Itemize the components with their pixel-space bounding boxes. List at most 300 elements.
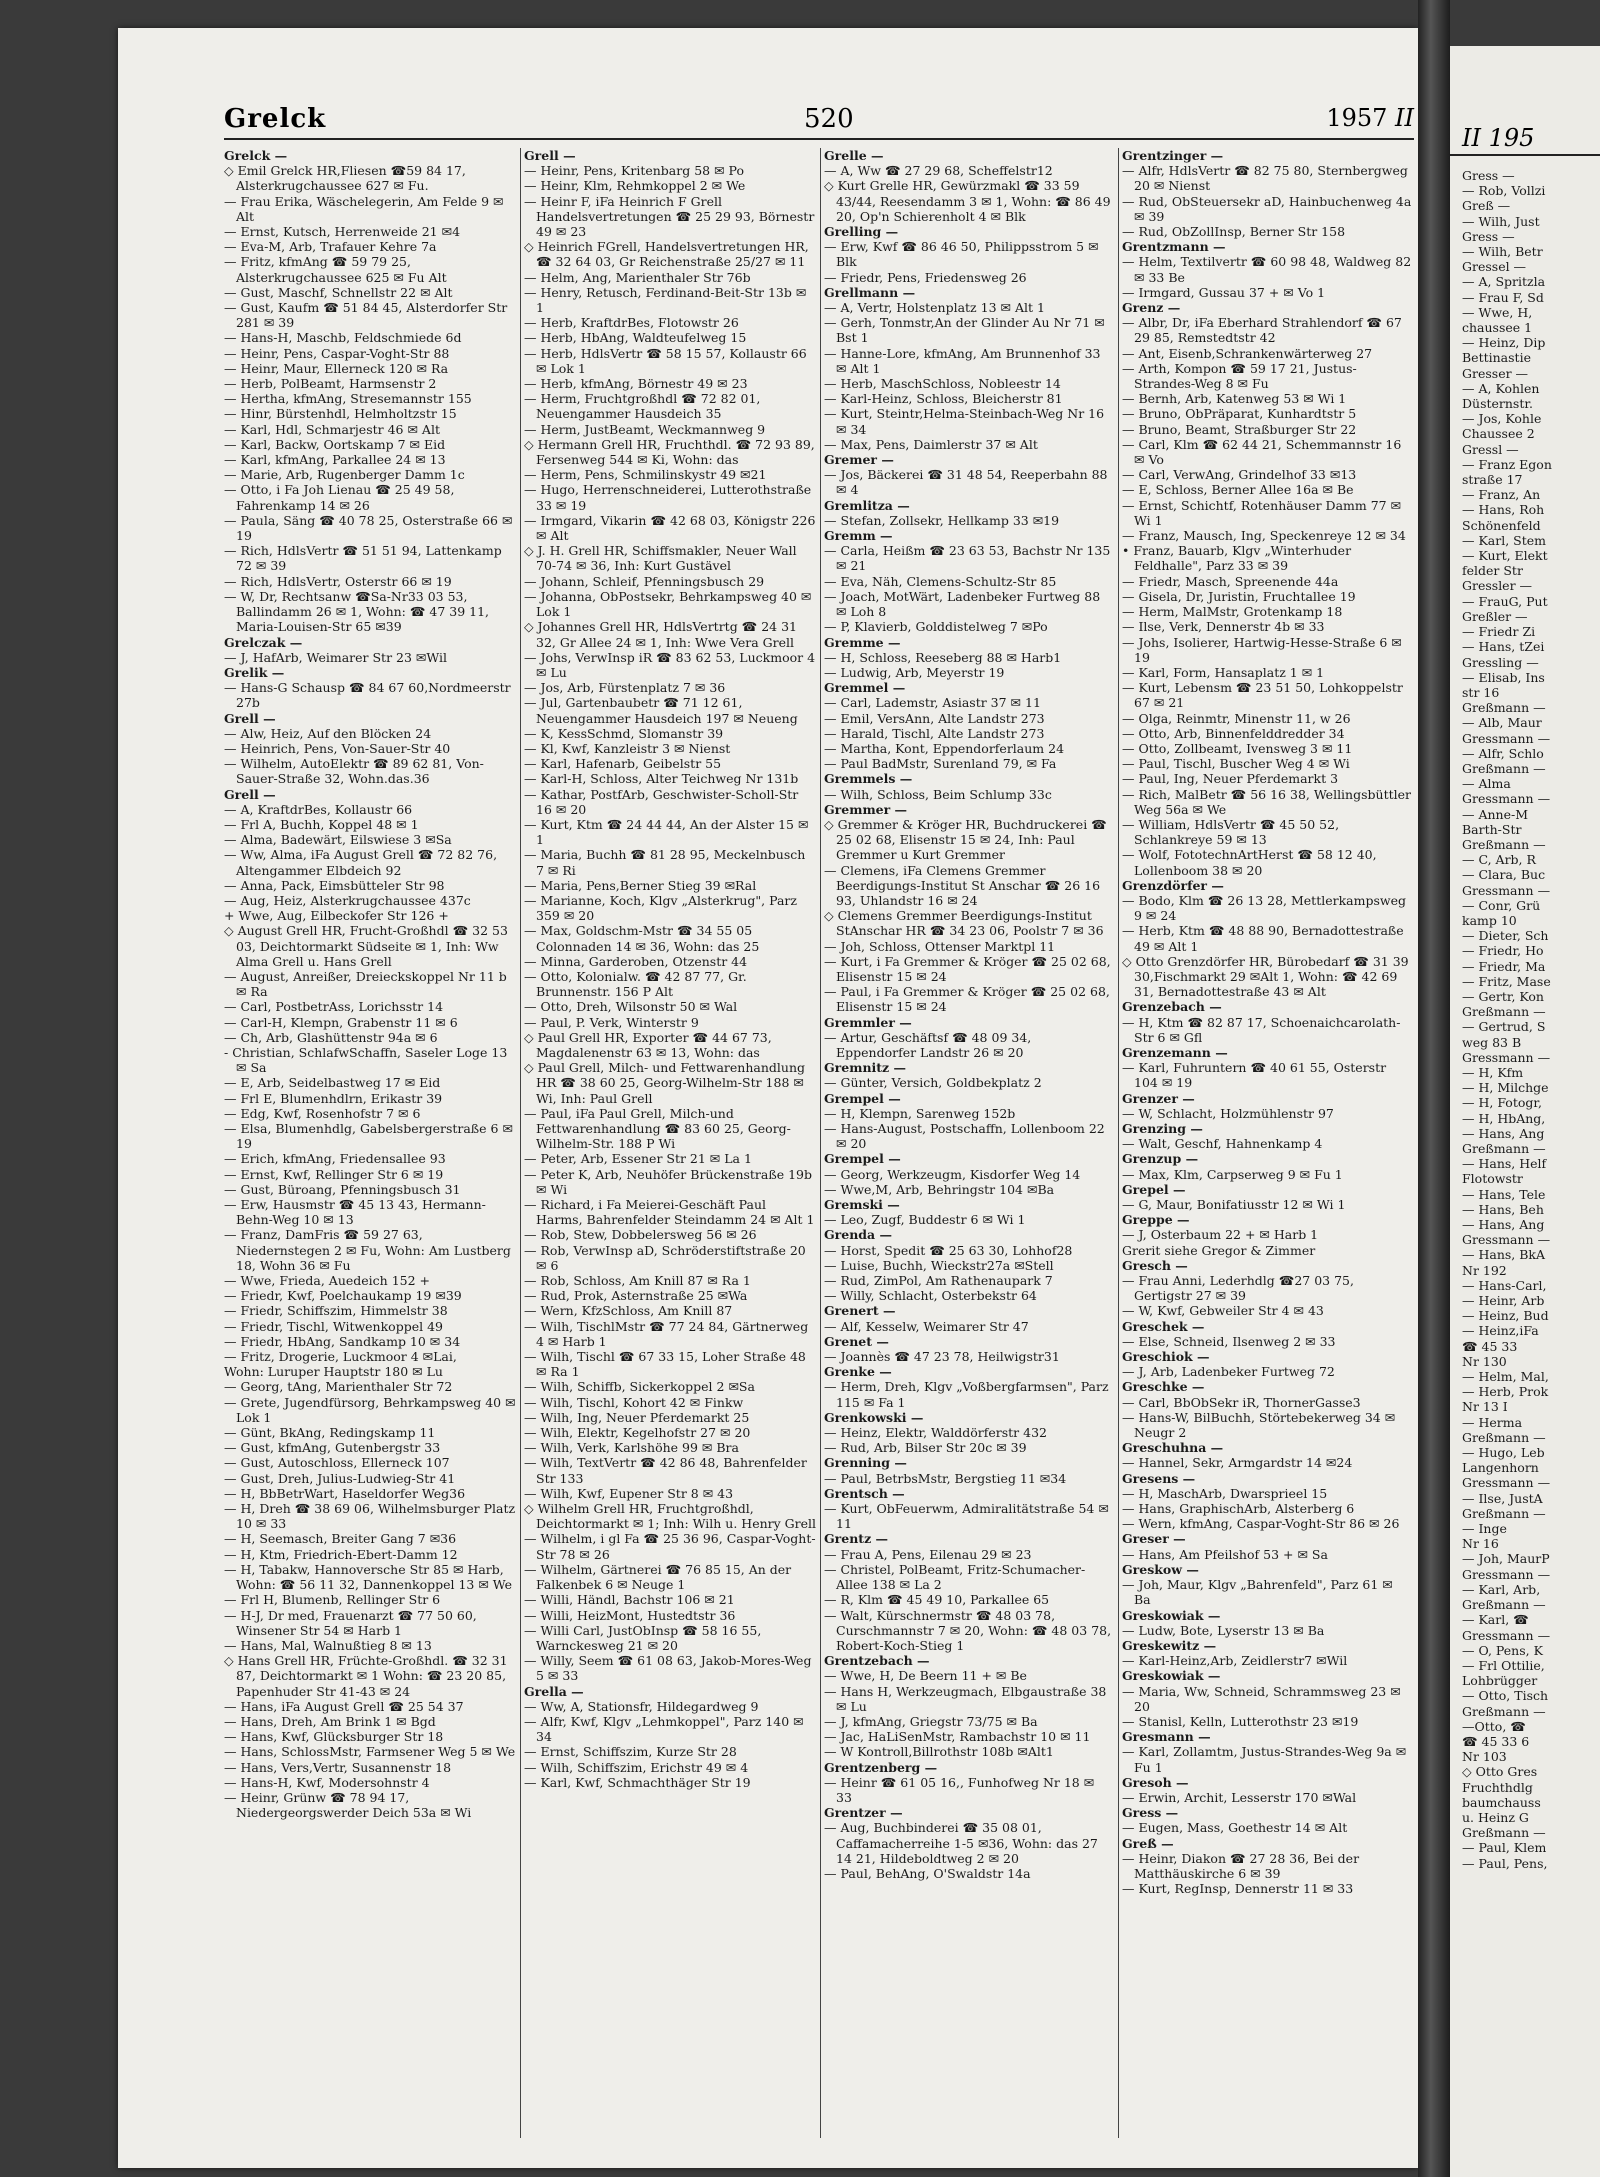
directory-entry: — Gust, Kaufm ☎ 51 84 45, Alsterdorfer Str 281 ✉ 39 bbox=[224, 300, 508, 331]
directory-entry: — Heinr F, iFa Heinrich F Grell Handelsvertretungen ☎ 25 29 93, Börnestr 49 ✉ 23 bbox=[524, 193, 815, 240]
directory-entry: - Christian, SchlafwSchaffn, Saseler Loge 13 ✉ Sa bbox=[224, 1044, 508, 1076]
directory-entry: ◇ Otto Grenzdörfer HR, Bürobedarf ☎ 31 39 30,Fischmarkt 29 ✉Alt 1, Wohn: ☎ 42 69 31, Bernadottestraße 43 ✉ Alt bbox=[1122, 953, 1409, 1000]
surname-heading: Grenz — bbox=[1122, 300, 1181, 316]
directory-entry: — Joannès ☎ 47 23 78, Heilwigstr31 bbox=[824, 1349, 1060, 1365]
right-page-line: — FrauG, Put bbox=[1462, 593, 1548, 609]
directory-entry: — Hans-G Schausp ☎ 84 67 60,Nordmeerstr 27b bbox=[224, 680, 511, 711]
right-page-line: — A, Spritzla bbox=[1462, 274, 1546, 290]
directory-entry: — Ant, Eisenb,Schrankenwärterweg 27 bbox=[1122, 345, 1373, 361]
directory-entry: — Wilh, Tischl, Kohort 42 ✉ Finkw bbox=[524, 1394, 744, 1410]
directory-entry: — Rud, ZimPol, Am Rathenaupark 7 bbox=[824, 1273, 1053, 1289]
directory-entry: — Carl-H, Klempn, Grabenstr 11 ✉ 6 bbox=[224, 1014, 458, 1030]
right-page-line: — Franz Egon bbox=[1462, 456, 1552, 472]
right-page-line: Nr 103 bbox=[1462, 1749, 1507, 1765]
directory-entry: ◇ Heinrich FGrell, Handelsvertretungen HR, ☎ 32 64 03, Gr Reichenstraße 25/27 ✉ 11 bbox=[524, 239, 809, 270]
right-page-line: str 16 bbox=[1462, 684, 1500, 700]
right-page-line: — Joh, MaurP bbox=[1462, 1551, 1550, 1567]
right-page-line: — Kurt, Elekt bbox=[1462, 548, 1548, 564]
directory-entry: — H, Klempn, Sarenweg 152b bbox=[824, 1105, 1016, 1121]
directory-entry: — Peter K, Arb, Neuhöfer Brückenstraße 19b ✉ Wi bbox=[524, 1166, 812, 1197]
right-page-line: —Otto, ☎ bbox=[1462, 1718, 1526, 1734]
directory-entry: — H, Dreh ☎ 38 69 06, Wilhelmsburger Platz 10 ✉ 33 bbox=[224, 1501, 516, 1532]
directory-entry: ◇ Gremmer & Kröger HR, Buchdruckerei ☎ 25 02 68, Elisenstr 15 ✉ 24, Inh: Paul Gremmer u Kurt Gremmer bbox=[824, 816, 1107, 863]
surname-heading: Grenzebach — bbox=[1122, 999, 1222, 1015]
header-page-number: 520 bbox=[804, 104, 854, 134]
right-page-line: Greßmann — bbox=[1462, 1004, 1546, 1020]
right-page-line: — Gertrud, S bbox=[1462, 1019, 1546, 1035]
surname-heading: Gremmer — bbox=[824, 801, 908, 817]
directory-entry: — Carl, BbObSekr iR, ThornerGasse3 bbox=[1122, 1394, 1361, 1410]
directory-entry: — Franz, Mausch, Ing, Speckenreye 12 ✉ 34 bbox=[1122, 528, 1406, 544]
directory-entry: — Paul, BehAng, O'Swaldstr 14a bbox=[824, 1865, 1031, 1881]
book-gutter bbox=[1418, 0, 1450, 2177]
directory-entry: — Herb, Ktm ☎ 48 88 90, Bernadottestraße 49 ✉ Alt 1 bbox=[1122, 923, 1404, 954]
directory-entry: — Wern, KfzSchloss, Am Knill 87 bbox=[524, 1303, 733, 1319]
right-page-line: Gressmann — bbox=[1462, 1566, 1551, 1582]
directory-entry: — Otto, Arb, Binnenfelddredder 34 bbox=[1122, 725, 1345, 741]
directory-entry: ◇ J. H. Grell HR, Schiffsmakler, Neuer Wall 70-74 ✉ 36, Inh: Kurt Gustävel bbox=[524, 543, 797, 574]
directory-entry: — Kurt, RegInsp, Dennerstr 11 ✉ 33 bbox=[1122, 1881, 1354, 1897]
directory-entry: — Ludw, Bote, Lyserstr 13 ✉ Ba bbox=[1122, 1622, 1325, 1638]
right-page-line: Greß — bbox=[1462, 198, 1511, 214]
directory-entry: — Herm, MalMstr, Grotenkamp 18 bbox=[1122, 604, 1343, 620]
directory-column-1 bbox=[224, 148, 516, 2138]
surname-heading: Gremnitz — bbox=[824, 1060, 907, 1076]
directory-entry: — Wwe, Frieda, Auedeich 152 + bbox=[224, 1273, 431, 1289]
directory-entry: — Frau A, Pens, Eilenau 29 ✉ 23 bbox=[824, 1546, 1032, 1562]
directory-entry: — Rud, Arb, Bilser Str 20c ✉ 39 bbox=[824, 1440, 1027, 1456]
surname-heading: Grenzup — bbox=[1122, 1151, 1199, 1167]
right-page-line: Greßmann — bbox=[1462, 1505, 1546, 1521]
right-page-line: — Wwe, H, bbox=[1462, 304, 1533, 320]
directory-entry: — Aug, Heiz, Alsterkrugchaussee 437c bbox=[224, 892, 471, 908]
right-page-line: Gressmann — bbox=[1462, 1627, 1551, 1643]
directory-entry: — Walt, Geschf, Hahnenkamp 4 bbox=[1122, 1136, 1323, 1152]
directory-entry: — Carl, VerwAng, Grindelhof 33 ✉13 bbox=[1122, 467, 1357, 483]
right-page-line: — Paul, Pens, bbox=[1462, 1855, 1548, 1871]
directory-entry: — Karl, Hafenarb, Geibelstr 55 bbox=[524, 756, 722, 772]
directory-entry: — Otto, i Fa Joh Lienau ☎ 25 49 58, Fahrenkamp 14 ✉ 26 bbox=[224, 482, 455, 513]
right-page-line: chaussee 1 bbox=[1462, 320, 1533, 336]
directory-entry: — Wilh, Tischl ☎ 67 33 15, Loher Straße 48 ✉ Ra 1 bbox=[524, 1349, 806, 1380]
directory-entry: — Horst, Spedit ☎ 25 63 30, Lohhof28 bbox=[824, 1242, 1073, 1258]
directory-entry: — Wern, kfmAng, Caspar-Voght-Str 86 ✉ 26 bbox=[1122, 1516, 1400, 1532]
directory-entry: — Maria, Buchh ☎ 81 28 95, Meckelnbusch 7 ✉ Ri bbox=[524, 847, 806, 878]
directory-column-3 bbox=[824, 148, 1114, 2138]
directory-column-2 bbox=[524, 148, 816, 2138]
right-page-line: Flotowstr bbox=[1462, 1171, 1523, 1187]
right-page-line: — Elisab, Ins bbox=[1462, 669, 1545, 685]
right-page-line: — Hans, Ang bbox=[1462, 1217, 1545, 1233]
directory-entry: — G, Maur, Bonifatiusstr 12 ✉ Wi 1 bbox=[1122, 1197, 1346, 1213]
directory-entry: — Herb, HdlsVertr ☎ 58 15 57, Kollaustr 66 ✉ Lok 1 bbox=[524, 345, 807, 376]
directory-entry: — Heinr, Maur, Ellerneck 120 ✉ Ra bbox=[224, 360, 449, 376]
directory-entry: — Paul, Ing, Neuer Pferdemarkt 3 bbox=[1122, 771, 1339, 787]
directory-entry: — Kl, Kwf, Kanzleistr 3 ✉ Nienst bbox=[524, 740, 731, 756]
surname-heading: Greschiok — bbox=[1122, 1349, 1210, 1365]
right-page-line: Greßmann — bbox=[1462, 1703, 1546, 1719]
directory-entry: — Paula, Säng ☎ 40 78 25, Osterstraße 66 ✉ 19 bbox=[224, 512, 513, 544]
directory-entry: — Ww, Alma, iFa August Grell ☎ 72 82 76, Altengammer Elbdeich 92 bbox=[224, 847, 498, 878]
directory-entry: — A, Vertr, Holstenplatz 13 ✉ Alt 1 bbox=[824, 300, 1045, 316]
page-header bbox=[224, 98, 1414, 140]
directory-entry: — Luise, Buchh, Wieckstr27a ✉Stell bbox=[824, 1257, 1054, 1273]
directory-entry: — Wilhelm, i gl Fa ☎ 25 36 96, Caspar-Voght-Str 78 ✉ 26 bbox=[524, 1531, 816, 1562]
right-page-line: — H, Fotogr, bbox=[1462, 1095, 1542, 1111]
directory-entry: — Wilhelm, AutoElektr ☎ 89 62 81, Von-Sauer-Straße 32, Wohn.das.36 bbox=[224, 756, 484, 787]
surname-heading: Grenkowski — bbox=[824, 1409, 924, 1425]
directory-entry: ◇ Paul Grell HR, Exporter ☎ 44 67 73, Magdalenenstr 63 ✉ 13, Wohn: das bbox=[524, 1029, 772, 1060]
surname-heading: Grempel — bbox=[824, 1151, 901, 1167]
directory-entry: — Karl, Hdl, Schmarjestr 46 ✉ Alt bbox=[224, 421, 440, 437]
right-page-line: Fruchthdlg bbox=[1462, 1779, 1533, 1795]
surname-heading: Grell — bbox=[224, 710, 276, 726]
directory-entry: — Hanne-Lore, kfmAng, Am Brunnenhof 33 ✉ Alt 1 bbox=[824, 345, 1101, 376]
directory-entry: — Ernst, Schiffszim, Kurze Str 28 bbox=[524, 1744, 737, 1760]
directory-entry: — Eva, Näh, Clemens-Schultz-Str 85 bbox=[824, 573, 1057, 589]
directory-entry: — Herb, PolBeamt, Harmsenstr 2 bbox=[224, 376, 437, 392]
right-page-line: Gresser — bbox=[1462, 365, 1529, 381]
surname-heading: Gremm — bbox=[824, 528, 893, 544]
surname-heading: Grenert — bbox=[824, 1303, 896, 1319]
directory-entry: — Clemens, iFa Clemens Gremmer Beerdigungs-Institut St Anschar ☎ 26 16 93, Uhlandstr 16 ✉ 24 bbox=[824, 862, 1101, 908]
right-page-line: Barth-Str bbox=[1462, 821, 1522, 837]
surname-heading: Greschek — bbox=[1122, 1318, 1205, 1334]
right-page-line: Gressler — bbox=[1462, 578, 1533, 594]
directory-entry: — Karl, Backw, Oortskamp 7 ✉ Eid bbox=[224, 436, 446, 452]
directory-entry: — Frl H, Blumenb, Rellinger Str 6 bbox=[224, 1592, 441, 1608]
column-divider bbox=[520, 148, 521, 2138]
right-page-line: — Hans, Ang bbox=[1462, 1125, 1545, 1141]
right-page-line: — H, Kfm bbox=[1462, 1064, 1524, 1080]
right-page-line: Schönenfeld bbox=[1462, 517, 1541, 533]
directory-entry: — Erich, kfmAng, Friedensallee 93 bbox=[224, 1151, 446, 1167]
directory-entry: — Willi, HeizMont, Hustedtstr 36 bbox=[524, 1607, 736, 1623]
directory-entry: — Günt, BkAng, Redingskamp 11 bbox=[224, 1425, 436, 1441]
surname-heading: Grenda — bbox=[824, 1227, 892, 1243]
right-page-line: Nr 192 bbox=[1462, 1262, 1507, 1278]
directory-column-4 bbox=[1122, 148, 1412, 2138]
directory-entry: — Hannel, Sekr, Armgardstr 14 ✉24 bbox=[1122, 1455, 1353, 1471]
right-page-line: Greßmann — bbox=[1462, 1597, 1546, 1613]
surname-heading: Greser — bbox=[1122, 1531, 1186, 1547]
directory-entry: — Otto, Zollbeamt, Ivensweg 3 ✉ 11 bbox=[1122, 740, 1353, 756]
right-page-line: Gressmann — bbox=[1462, 791, 1551, 807]
right-page-line: — Dieter, Sch bbox=[1462, 928, 1549, 944]
directory-entry: — Karl-Heinz,Arb, Zeidlerstr7 ✉Wil bbox=[1122, 1653, 1348, 1669]
directory-entry: — Kurt, Lebensm ☎ 23 51 50, Lohkoppelstr 67 ✉ 21 bbox=[1122, 680, 1403, 711]
surname-heading: Grentzer — bbox=[824, 1805, 903, 1821]
directory-entry: — Erw, Kwf ☎ 86 46 50, Philippsstrom 5 ✉ Blk bbox=[824, 239, 1099, 270]
right-page-line: Gressmann — bbox=[1462, 1232, 1551, 1248]
surname-heading: Greskow — bbox=[1122, 1561, 1199, 1577]
directory-entry: — Hans, Kwf, Glücksburger Str 18 bbox=[224, 1729, 444, 1745]
directory-entry: — Hans, SchlossMstr, Farmsener Weg 5 ✉ We bbox=[224, 1744, 516, 1760]
right-page-line: — Heinz,iFa bbox=[1462, 1323, 1539, 1339]
directory-entry: — Rich, MalBetr ☎ 56 16 38, Wellingsbüttler Weg 56a ✉ We bbox=[1122, 786, 1411, 817]
directory-entry: — Wilh, TextVertr ☎ 42 86 48, Bahrenfelder Str 133 bbox=[524, 1455, 807, 1486]
right-page-line: ☎ 45 33 bbox=[1462, 1338, 1518, 1354]
directory-entry: — Georg, tAng, Marienthaler Str 72 bbox=[224, 1379, 453, 1395]
right-page-line: baumchauss bbox=[1462, 1794, 1541, 1810]
right-page-line: — Karl, ☎ bbox=[1462, 1612, 1529, 1628]
surname-heading: Grenke — bbox=[824, 1364, 892, 1380]
directory-entry: — Alfr, HdlsVertr ☎ 82 75 80, Sternbergweg 20 ✉ Nienst bbox=[1122, 163, 1408, 194]
header-year-value: 1957 bbox=[1326, 104, 1388, 132]
directory-entry: — A, Ww ☎ 27 29 68, Scheffelstr12 bbox=[824, 163, 1053, 179]
right-page-line: — Rob, Vollzi bbox=[1462, 183, 1546, 199]
header-year bbox=[1326, 104, 1414, 132]
directory-entry: — Emil, VersAnn, Alte Landstr 273 bbox=[824, 710, 1045, 726]
directory-entry: — Fritz, kfmAng ☎ 59 79 25, Alsterkrugchaussee 625 ✉ Fu Alt bbox=[224, 254, 447, 285]
directory-entry: — Hans-H, Kwf, Modersohnstr 4 bbox=[224, 1774, 430, 1790]
directory-entry: — Gerh, Tonmstr,An der Glinder Au Nr 71 ✉ Bst 1 bbox=[824, 315, 1105, 346]
surname-heading: Grentzmann — bbox=[1122, 239, 1226, 255]
surname-heading: Greskewitz — bbox=[1122, 1637, 1217, 1653]
directory-entry: — Willi, Händl, Bachstr 106 ✉ 21 bbox=[524, 1592, 735, 1608]
right-page-line: Chaussee 2 bbox=[1462, 426, 1535, 442]
right-page-line: — Hans, Roh bbox=[1462, 502, 1545, 518]
directory-entry: — H, BbBetrWart, Haseldorfer Weg36 bbox=[224, 1485, 466, 1501]
surname-heading: Grelczak — bbox=[224, 634, 303, 650]
right-page-column bbox=[1462, 168, 1600, 1871]
surname-heading: Greppe — bbox=[1122, 1212, 1190, 1228]
directory-entry: — Maria, Pens,Berner Stieg 39 ✉Ral bbox=[524, 877, 757, 893]
right-page-line: — Friedr, Ma bbox=[1462, 958, 1546, 974]
directory-entry: — Stefan, Zollsekr, Hellkamp 33 ✉19 bbox=[824, 512, 1060, 528]
directory-entry: — Carl, PostbetrAss, Lorichsstr 14 bbox=[224, 999, 444, 1015]
directory-entry: — J, kfmAng, Griegstr 73/75 ✉ Ba bbox=[824, 1713, 1038, 1729]
directory-entry: — Heinr, Diakon ☎ 27 28 36, Bei der Matthäuskirche 6 ✉ 39 bbox=[1122, 1850, 1360, 1881]
directory-entry: — Friedr, Pens, Friedensweg 26 bbox=[824, 269, 1027, 285]
right-page-line: Gressling — bbox=[1462, 654, 1539, 670]
right-page-line: — Alfr, Schlo bbox=[1462, 745, 1544, 761]
directory-entry: — Hans, Am Pfeilshof 53 + ✉ Sa bbox=[1122, 1546, 1328, 1562]
surname-heading: Grenzing — bbox=[1122, 1121, 1203, 1136]
directory-entry: — Eva-M, Arb, Trafauer Kehre 7a bbox=[224, 239, 437, 255]
directory-entry: — Hans-August, Postschaffn, Lollenboom 22 ✉ 20 bbox=[824, 1121, 1105, 1152]
directory-entry: — Heinr ☎ 61 05 16,, Funhofweg Nr 18 ✉ 33 bbox=[824, 1774, 1095, 1805]
right-page-line: Greßmann — bbox=[1462, 700, 1546, 716]
right-page-line: — Conr, Grü bbox=[1462, 897, 1541, 913]
directory-entry: — Richard, i Fa Meierei-Geschäft Paul Harms, Bahrenfelder Steindamm 24 ✉ Alt 1 bbox=[524, 1197, 815, 1228]
right-page-line: — Alma bbox=[1462, 776, 1511, 792]
directory-entry: — Christel, PolBeamt, Fritz-Schumacher-Allee 138 ✉ La 2 bbox=[824, 1561, 1086, 1593]
directory-entry: — Elsa, Blumenhdlg, Gabelsbergerstraße 6 ✉ 19 bbox=[224, 1121, 513, 1152]
directory-entry: — H, Schloss, Reeseberg 88 ✉ Harb1 bbox=[824, 649, 1062, 665]
right-page-line: Gressel — bbox=[1462, 259, 1527, 275]
right-page-line: Bettinastie bbox=[1462, 350, 1531, 366]
directory-entry: — Grete, Jugendfürsorg, Behrkampsweg 40 ✉ Lok 1 bbox=[224, 1394, 516, 1425]
right-page-line: — Clara, Buc bbox=[1462, 867, 1546, 883]
directory-entry: — J, Arb, Ladenbeker Furtweg 72 bbox=[1122, 1364, 1335, 1380]
directory-entry: — Jac, HaLiSenMstr, Rambachstr 10 ✉ 11 bbox=[824, 1729, 1091, 1745]
right-page-line: — Hans-Carl, bbox=[1462, 1277, 1547, 1293]
directory-entry: — Hinr, Bürstenhdl, Helmholtzstr 15 bbox=[224, 406, 457, 422]
directory-entry: — Friedr, Masch, Spreenende 44a bbox=[1122, 573, 1339, 589]
right-page-line: — Karl, Arb, bbox=[1462, 1581, 1541, 1597]
directory-entry: — Gust, Maschf, Schnellstr 22 ✉ Alt bbox=[224, 284, 453, 300]
directory-entry: — W, Schlacht, Holzmühlenstr 97 bbox=[1122, 1105, 1334, 1121]
surname-heading: Greschuhna — bbox=[1122, 1440, 1224, 1456]
right-page-line: — Herma bbox=[1462, 1414, 1523, 1430]
directory-entry: — Hertha, kfmAng, Stresemannstr 155 bbox=[224, 391, 472, 407]
right-page-line: — H, Milchge bbox=[1462, 1080, 1549, 1096]
directory-entry: — Wwe, H, De Beern 11 + ✉ Be bbox=[824, 1668, 1027, 1684]
right-page-line: — Fritz, Mase bbox=[1462, 973, 1551, 989]
right-page-line: — Hans, tZei bbox=[1462, 639, 1545, 655]
directory-entry: — Carl, Klm ☎ 62 44 21, Schemmannstr 16 ✉ Vo bbox=[1122, 436, 1402, 468]
directory-entry: — J, HafArb, Weimarer Str 23 ✉Wil bbox=[224, 649, 447, 665]
surname-heading: Grempel — bbox=[824, 1090, 901, 1106]
right-page-line: — Karl, Stem bbox=[1462, 532, 1547, 548]
directory-entry: — Herb, KraftdrBes, Flotowstr 26 bbox=[524, 315, 739, 331]
directory-entry: — Jos, Arb, Fürstenplatz 7 ✉ 36 bbox=[524, 680, 726, 696]
directory-entry: — William, HdlsVertr ☎ 45 50 52, Schlankreye 59 ✉ 13 bbox=[1122, 816, 1340, 848]
directory-entry: — Paul, BetrbsMstr, Bergstieg 11 ✉34 bbox=[824, 1470, 1067, 1486]
surname-heading: Grelik — bbox=[224, 664, 285, 680]
right-page-line: Greßmann — bbox=[1462, 1141, 1546, 1156]
directory-entry: — Fritz, Drogerie, Luckmoor 4 ✉Lai, bbox=[224, 1349, 457, 1365]
right-page-line: — Wilh, Betr bbox=[1462, 244, 1543, 260]
surname-heading: Gress — bbox=[1122, 1805, 1179, 1821]
surname-heading: Gremer — bbox=[824, 452, 894, 468]
directory-entry: — Georg, Werkzeugm, Kisdorfer Weg 14 bbox=[824, 1166, 1081, 1182]
right-page-line: — Alb, Maur bbox=[1462, 715, 1542, 731]
surname-heading: Grenzemann — bbox=[1122, 1044, 1228, 1060]
directory-entry: — Max, Klm, Carpserweg 9 ✉ Fu 1 bbox=[1122, 1166, 1343, 1182]
right-page-line: Nr 16 bbox=[1462, 1536, 1499, 1552]
surname-heading: Grentzebach — bbox=[824, 1653, 930, 1669]
directory-entry: — Friedr, Tischl, Witwenkoppel 49 bbox=[224, 1318, 443, 1334]
right-page-line: — Friedr, Ho bbox=[1462, 943, 1544, 959]
directory-entry: — Rob, Schloss, Am Knill 87 ✉ Ra 1 bbox=[524, 1273, 751, 1289]
right-page-line: ☎ 45 33 6 bbox=[1462, 1733, 1530, 1749]
right-page-line: — Frau F, Sd bbox=[1462, 289, 1544, 305]
directory-entry: — Hugo, Herrenschneiderei, Lutterothstraße 33 ✉ 19 bbox=[524, 482, 812, 513]
directory-entry: — Karl, Kwf, Schmachthäger Str 19 bbox=[524, 1774, 751, 1790]
directory-entry: — Kurt, Ktm ☎ 24 44 44, An der Alster 15 ✉ 1 bbox=[524, 816, 809, 848]
directory-entry: — Edg, Kwf, Rosenhofstr 7 ✉ 6 bbox=[224, 1105, 421, 1121]
directory-entry: • Franz, Bauarb, Klgv „Winterhuder Feldhalle", Parz 33 ✉ 39 bbox=[1122, 543, 1352, 574]
right-page-line: straße 17 bbox=[1462, 472, 1523, 488]
directory-entry: — Heinz, Elektr, Walddörferstr 432 bbox=[824, 1425, 1047, 1441]
right-page-line: — Hans, Tele bbox=[1462, 1186, 1546, 1202]
surname-heading: Grepel — bbox=[1122, 1181, 1186, 1197]
directory-entry: — Alfr, Kwf, Klgv „Lehmkoppel", Parz 140 ✉ 34 bbox=[524, 1713, 804, 1745]
directory-entry: — Karl-Heinz, Schloss, Bleicherstr 81 bbox=[824, 391, 1063, 407]
directory-entry: ◇ Hermann Grell HR, Fruchthdl. ☎ 72 93 89, Fersenweg 544 ✉ Ki, Wohn: das bbox=[524, 436, 815, 468]
directory-entry: — Willy, Seem ☎ 61 08 63, Jakob-Mores-Weg 5 ✉ 33 bbox=[524, 1653, 812, 1684]
right-page-line: Gressmann — bbox=[1462, 730, 1551, 746]
surname-heading: Gresmann — bbox=[1122, 1729, 1211, 1745]
column-divider bbox=[820, 148, 821, 2138]
directory-entry: — Ernst, Kwf, Rellinger Str 6 ✉ 19 bbox=[224, 1166, 444, 1182]
surname-heading: Grella — bbox=[524, 1683, 584, 1699]
surname-heading: Grenning — bbox=[824, 1455, 907, 1471]
directory-entry: — P, Klavierb, Golddistelweg 7 ✉Po bbox=[824, 619, 1048, 635]
directory-entry: — Bruno, ObPräparat, Kunhardtstr 5 bbox=[1122, 406, 1357, 422]
right-page-header: II 195 bbox=[1462, 124, 1535, 152]
directory-entry: — August, Anreißer, Dreieckskoppel Nr 11 b ✉ Ra bbox=[224, 968, 507, 1000]
directory-entry: — E, Arb, Seidelbastweg 17 ✉ Eid bbox=[224, 1075, 441, 1091]
directory-entry: + Wwe, Aug, Eilbeckofer Str 126 + bbox=[224, 908, 449, 924]
directory-entry: ◇ Johannes Grell HR, HdlsVertrtg ☎ 24 31 32, Gr Allee 24 ✉ 1, Inh: Wwe Vera Grell bbox=[524, 619, 797, 650]
directory-entry: — Kurt, i Fa Gremmer & Kröger ☎ 25 02 68, Elisenstr 15 ✉ 24 bbox=[824, 953, 1111, 984]
directory-entry: — R, Klm ☎ 45 49 10, Parkallee 65 bbox=[824, 1592, 1050, 1608]
directory-entry: — Rob, VerwInsp aD, Schröderstiftstraße 20 ✉ 6 bbox=[524, 1242, 806, 1273]
directory-entry: — Irmgard, Gussau 37 + ✉ Vo 1 bbox=[1122, 284, 1326, 300]
directory-entry: — Ernst, Schichtf, Rotenhäuser Damm 77 ✉ Wi 1 bbox=[1122, 497, 1402, 528]
directory-entry: — Franz, DamFris ☎ 59 27 63, Niedernstegen 2 ✉ Fu, Wohn: Am Lustberg 18, Wohn 36 ✉ Fu bbox=[224, 1227, 511, 1273]
directory-entry: — Hans, iFa August Grell ☎ 25 54 37 bbox=[224, 1698, 464, 1714]
directory-entry: ◇ Paul Grell, Milch- und Fettwarenhandlung HR ☎ 38 60 25, Georg-Wilhelm-Str 188 ✉ Wi, Inh: Paul Grell bbox=[524, 1060, 805, 1106]
surname-heading: Gresens — bbox=[1122, 1470, 1196, 1486]
directory-entry: — H-J, Dr med, Frauenarzt ☎ 77 50 60, Winsener Str 54 ✉ Harb 1 bbox=[224, 1607, 477, 1638]
directory-entry: — Else, Schneid, Ilsenweg 2 ✉ 33 bbox=[1122, 1333, 1336, 1349]
directory-entry: — Otto, Dreh, Wilsonstr 50 ✉ Wal bbox=[524, 999, 738, 1015]
directory-entry: — Wolf, FototechnArtHerst ☎ 58 12 40, Lollenboom 38 ✉ 20 bbox=[1122, 847, 1377, 878]
directory-entry: — Irmgard, Vikarin ☎ 42 68 03, Königstr 226 ✉ Alt bbox=[524, 512, 816, 544]
surname-heading: Grenzdörfer — bbox=[1122, 877, 1224, 893]
right-page-line: felder Str bbox=[1462, 563, 1523, 579]
directory-entry: — Heinr, Klm, Rehmkoppel 2 ✉ We bbox=[524, 178, 746, 194]
right-page-line: weg 83 B bbox=[1462, 1034, 1522, 1050]
directory-entry: — E, Schloss, Berner Allee 16a ✉ Be bbox=[1122, 482, 1354, 498]
right-page-line: Langenhorn bbox=[1462, 1460, 1539, 1476]
directory-entry: — Joach, MotWärt, Ladenbeker Furtweg 88 ✉ Loh 8 bbox=[824, 588, 1101, 620]
surname-heading: Grell — bbox=[524, 148, 576, 163]
directory-entry: — Wilh, Ing, Neuer Pferdemarkt 25 bbox=[524, 1409, 750, 1425]
directory-entry: — Eugen, Mass, Goethestr 14 ✉ Alt bbox=[1122, 1820, 1348, 1836]
directory-entry: — Herb, HbAng, Waldteufelweg 15 bbox=[524, 330, 747, 346]
right-page-line: — Hans, Helf bbox=[1462, 1156, 1547, 1172]
surname-heading: Grentzenberg — bbox=[824, 1759, 938, 1775]
right-page-line: — Heinz, Dip bbox=[1462, 335, 1546, 351]
directory-entry: — Helm, Ang, Marienthaler Str 76b bbox=[524, 269, 751, 285]
directory-page-left bbox=[118, 28, 1418, 2168]
surname-heading: Gremme — bbox=[824, 634, 901, 650]
directory-entry: — Marie, Arb, Rugenberger Damm 1c bbox=[224, 467, 465, 483]
directory-entry: — Aug, Buchbinderei ☎ 35 08 01, Caffamacherreihe 1-5 ✉36, Wohn: das 27 14 21, Hildeboldtweg 2 ✉ 20 bbox=[824, 1820, 1098, 1866]
directory-entry: — Wilh, Elektr, Kegelhofstr 27 ✉ 20 bbox=[524, 1425, 751, 1441]
surname-heading: Gremmel — bbox=[824, 680, 906, 696]
directory-entry: — Gust, Autoschloss, Ellerneck 107 bbox=[224, 1455, 450, 1471]
right-page-line: — Gertr, Kon bbox=[1462, 988, 1544, 1004]
surname-heading: Greskowiak — bbox=[1122, 1668, 1221, 1684]
right-page-line: — A, Kohlen bbox=[1462, 380, 1540, 396]
surname-heading: Greß — bbox=[1122, 1835, 1174, 1851]
directory-entry: — Johs, VerwInsp iR ☎ 83 62 53, Luckmoor 4 ✉ Lu bbox=[524, 649, 816, 680]
directory-entry: — Günter, Versich, Goldbekplatz 2 bbox=[824, 1075, 1042, 1091]
directory-entry: — Arth, Kompon ☎ 59 17 21, Justus-Strandes-Weg 8 ✉ Fu bbox=[1122, 360, 1357, 392]
directory-entry: — Hans, GraphischArb, Alsterberg 6 bbox=[1122, 1501, 1355, 1517]
surname-heading: Grelling — bbox=[824, 224, 899, 240]
directory-entry: — J, Osterbaum 22 + ✉ Harb 1 bbox=[1122, 1227, 1319, 1243]
directory-entry: ◇ Wilhelm Grell HR, Fruchtgroßhdl, Deichtormarkt ✉ 1; Inh: Wilh u. Henry Grell bbox=[524, 1501, 816, 1532]
right-page-header-rule bbox=[1450, 154, 1600, 156]
right-page-line: — Jos, Kohle bbox=[1462, 411, 1542, 427]
directory-entry: — Gisela, Dr, Juristin, Fruchtallee 19 bbox=[1122, 588, 1356, 604]
directory-entry: — Hans, Vers,Vertr, Susannenstr 18 bbox=[224, 1759, 452, 1775]
directory-entry: — A, KraftdrBes, Kollaustr 66 bbox=[224, 801, 413, 817]
right-page-line: — Wilh, Just bbox=[1462, 213, 1540, 229]
directory-entry: — Herm, JustBeamt, Weckmannweg 9 bbox=[524, 421, 766, 437]
surname-heading: Greskowiak — bbox=[1122, 1607, 1221, 1623]
right-page-line: kamp 10 bbox=[1462, 912, 1517, 928]
directory-entry: — Karl, Fuhruntern ☎ 40 61 55, Osterstr 104 ✉ 19 bbox=[1122, 1060, 1387, 1091]
right-page-line: — Ilse, JustA bbox=[1462, 1490, 1543, 1506]
